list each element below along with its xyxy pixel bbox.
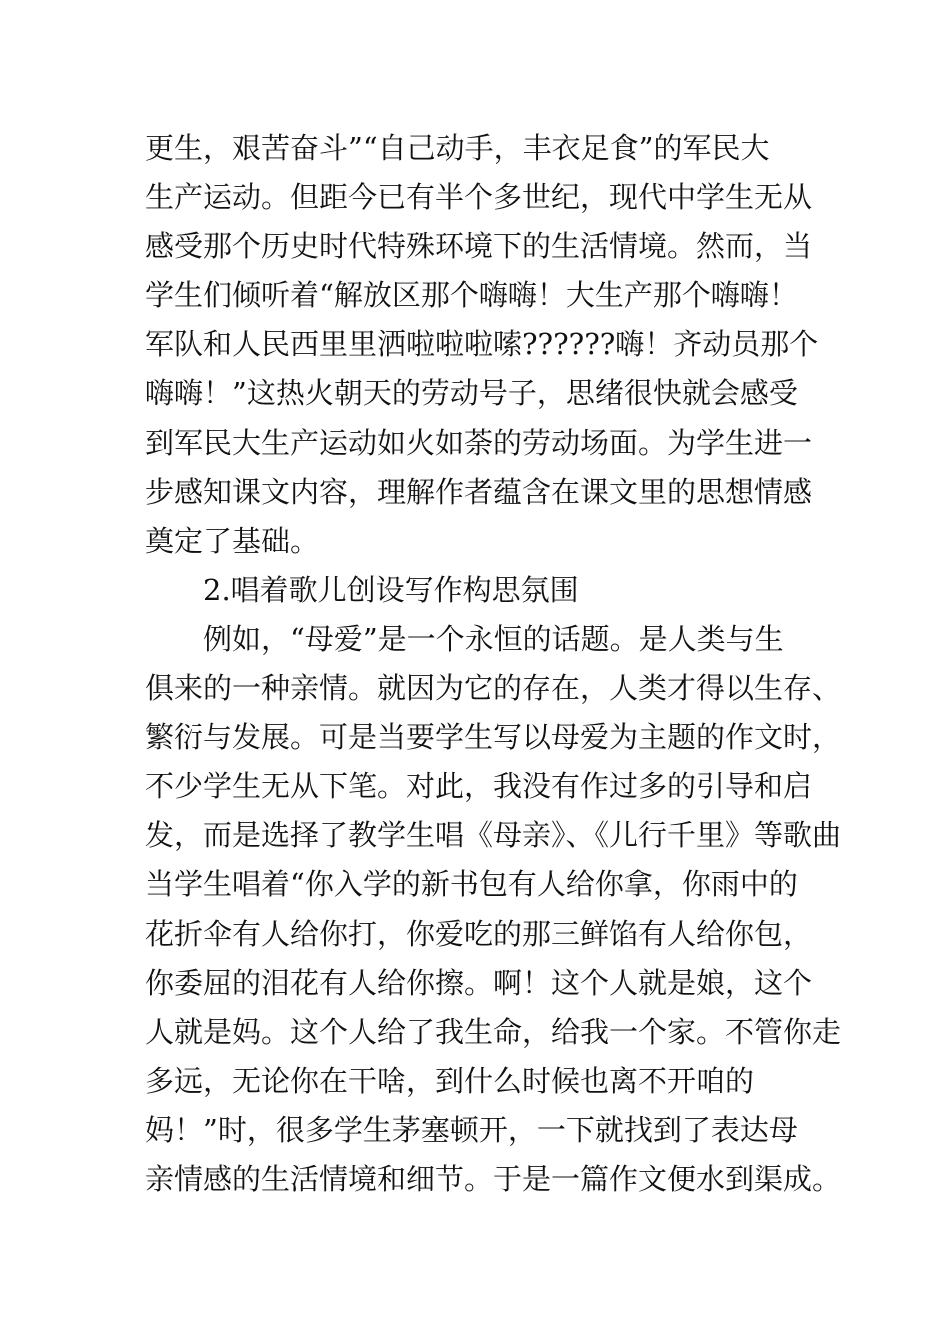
text-line: 花折伞有人给你打，你爱吃的那三鲜馅有人给你包，	[145, 916, 813, 951]
text-line: 人就是妈。这个人给了我生命，给我一个家。不管你走	[145, 1014, 842, 1049]
text-line: 你委屈的泪花有人给你擦。啊！这个人就是娘，这个	[145, 965, 813, 1000]
section-heading: 2.唱着歌儿创设写作构思氛围	[203, 572, 579, 607]
text-line: 俱来的一种亲情。就因为它的存在，人类才得以生存、	[145, 671, 842, 706]
text-line: 当学生唱着“你入学的新书包有人给你拿，你雨中的	[145, 867, 798, 902]
text-line: 生产运动。但距今已有半个多世纪，现代中学生无从	[145, 180, 813, 215]
text-line: 步感知课文内容，理解作者蕴含在课文里的思想情感	[145, 474, 813, 509]
text-line: 更生，艰苦奋斗”“自己动手，丰衣足食”的军民大	[145, 131, 770, 165]
text-line: 嗨嗨！”这热火朝天的劳动号子，思绪很快就会感受	[145, 376, 798, 411]
text-line: 奠定了基础。	[145, 523, 320, 558]
text-line: 到军民大生产运动如火如荼的劳动场面。为学生进一	[145, 425, 813, 460]
text-line: 例如，“母爱”是一个永恒的话题。是人类与生	[203, 621, 784, 656]
text-line: 感受那个历史时代特殊环境下的生活情境。然而，当	[145, 229, 813, 264]
text-line: 军队和人民西里里洒啦啦啦嗦??????嗨！齐动员那个	[145, 327, 819, 362]
text-line: 学生们倾听着“解放区那个嗨嗨！大生产那个嗨嗨！	[145, 278, 798, 313]
text-line: 多远，无论你在干啥，到什么时候也离不开咱的	[145, 1063, 755, 1098]
text-line: 繁衍与发展。可是当要学生写以母爱为主题的作文时，	[145, 720, 842, 755]
text-line: 不少学生无从下笔。对此，我没有作过多的引导和启	[145, 769, 813, 804]
body-text	[145, 124, 842, 1204]
text-line: 发，而是选择了教学生唱《母亲》、《儿行千里》等歌曲	[145, 818, 842, 853]
text-line: 妈！”时，很多学生茅塞顿开，一下就找到了表达母	[145, 1112, 798, 1147]
text-line: 亲情感的生活情境和细节。于是一篇作文便水到渠成。	[145, 1161, 842, 1196]
